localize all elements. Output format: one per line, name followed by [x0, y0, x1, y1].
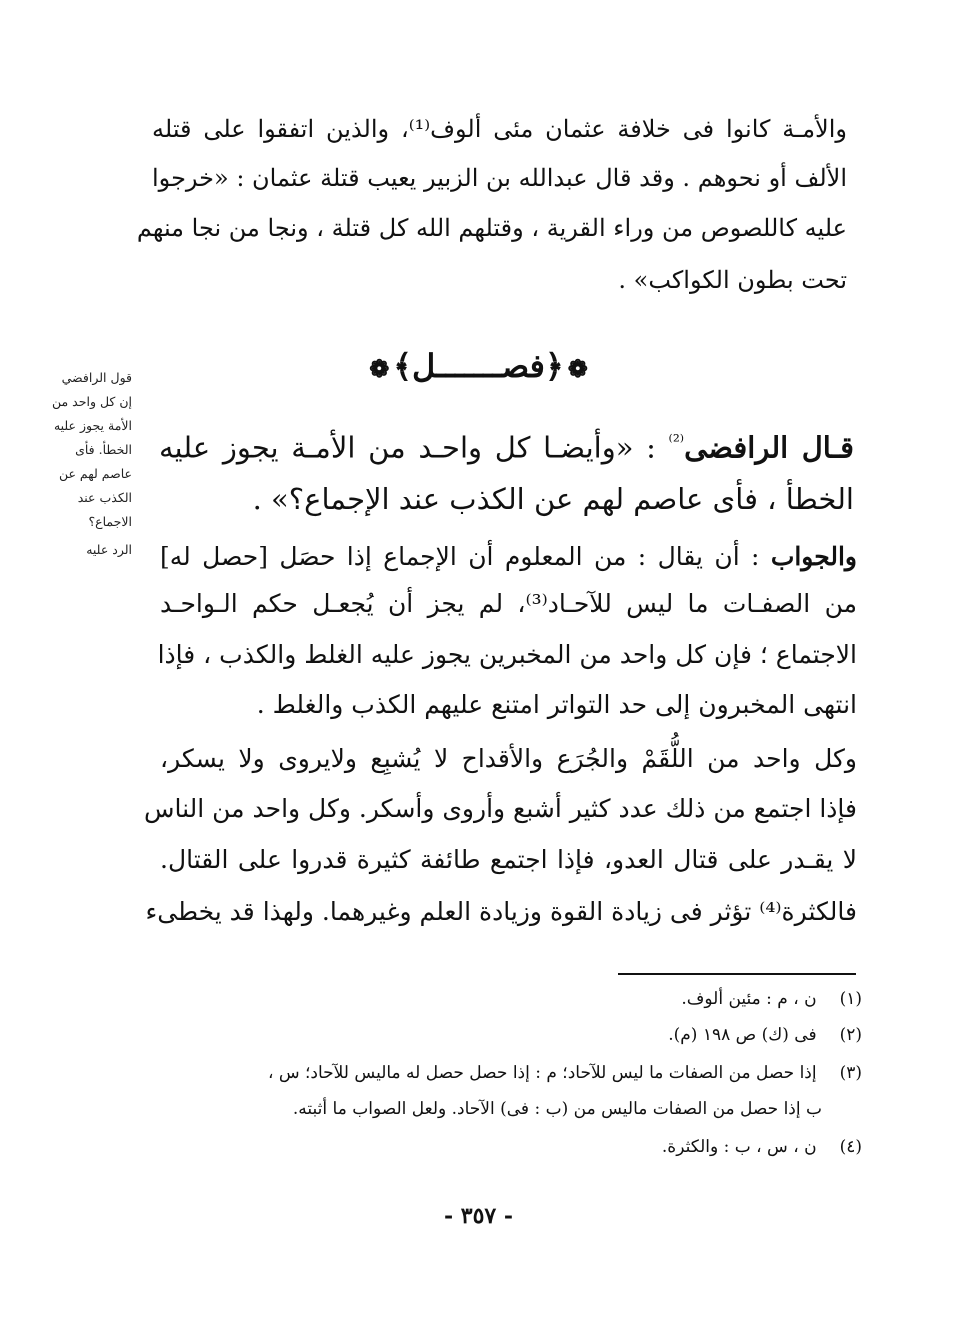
heading-text: فصـــــــل	[412, 347, 545, 385]
claim-footnote-ref: ⁽²⁾	[668, 432, 685, 452]
paragraph2-line-1: وكل واحد من اللُّقَمْ والجُرَع والأقداح لا يُشبِع ولايروى ولا يسكر،	[160, 744, 857, 773]
page-number: - ٣٥٧ -	[443, 1203, 514, 1229]
answer-line-4: انتهى المخبرون إلى حد التواتر امتنع عليهم الكذب والغلط .	[256, 690, 857, 719]
answer-text: : أن يقال : من المعلوم أن الإجماع إذا حصَل [حصل له]	[160, 542, 760, 571]
footnote-text: فى (ك) ص ١٩٨ (م).	[668, 1025, 817, 1045]
margin-note-line: الاجماع؟	[88, 514, 132, 529]
ornament-left-icon: ❁	[369, 353, 390, 383]
intro-line-4: تحت بطون الكواكب» .	[618, 266, 847, 294]
margin-note-line: قول الرافضي	[61, 370, 132, 385]
footnote-text: إذا حصل من الصفات ما ليس للآحاد؛ م : إذا حصل حصل له ماليس للآحاد؛ س ،	[267, 1063, 817, 1083]
claim-speaker: قـال الرافضى	[684, 430, 854, 465]
footnote-text: ن ، س ، ب : والكثرة.	[661, 1137, 817, 1157]
heading-close-bracket: ﴾	[393, 347, 413, 385]
claim-line-1	[159, 424, 854, 466]
margin-note-line: إن كل واحد من	[52, 394, 132, 409]
footnote-1	[142, 986, 862, 1012]
footnote-number: (٢)	[839, 1025, 862, 1045]
ornament-right-icon: ❁	[567, 353, 588, 383]
heading-open-bracket: ﴿	[544, 347, 564, 385]
footnote-number: (٤)	[839, 1137, 862, 1157]
margin-note-line: الكذب عند	[77, 490, 132, 505]
answer-label: والجواب	[770, 542, 857, 571]
paragraph2-line-2: فإذا اجتمع من ذلك عدد كثير أشبع وأروى وأسكر. وكل واحد من الناس	[143, 794, 857, 823]
answer-line-3: الاجتماع ؛ فإن كل واحد من المخبرين يجوز عليه الغلط والكذب ، فإذا	[157, 640, 857, 669]
margin-note-line: الخطأ. فأى	[75, 442, 132, 457]
footnote-3	[142, 1060, 862, 1086]
footnote-number: (١)	[839, 989, 862, 1009]
claim-text: : «وأيضـا كل واحـد من الأمـة يجوز عليه	[159, 430, 656, 465]
intro-line-1: والأمـة كانوا فى خلافة عثمان مئى ألوف⁽¹⁾، والذين اتفقوا على قتله	[152, 115, 848, 143]
paragraph2-line-4: فالكثرة⁽⁴⁾ تؤثر فى زيادة القوة وزيادة العلم وغيرهما. ولهذا قد يخطىء	[145, 897, 857, 926]
footnote-2	[142, 1022, 862, 1048]
footnote-text: ن ، م : مئين ألوف.	[681, 989, 817, 1009]
margin-note	[22, 366, 132, 562]
footnote-number: (٣)	[839, 1063, 862, 1083]
margin-note-line: عاصم لهم عن	[58, 466, 132, 481]
footnote-4	[142, 1134, 862, 1160]
margin-note-line: الرد عليه	[86, 542, 132, 557]
margin-note-line: الأمة يجوز عليه	[53, 418, 132, 433]
footnote-divider	[618, 973, 856, 975]
answer-line-1	[160, 541, 857, 573]
claim-line-2: الخطأ ، فأى عاصم لهم عن الكذب عند الإجماع؟» .	[252, 482, 854, 516]
paragraph2-line-3: لا يقـدر على قتال العدو، فإذا اجتمع طائفة كثيرة قدروا على القتال.	[160, 845, 857, 874]
intro-line-2: الألف أو نحوهم . وقد قال عبدالله بن الزبير يعيب قتلة عثمان : «خرجوا	[152, 164, 847, 192]
intro-line-3: عليه كاللصوص من وراء القرية ، وقتلهم الله كل قتلة ، ونجا من نجا منهم	[136, 214, 847, 242]
section-heading	[0, 344, 957, 391]
footnote-3-continued: ب إذا حصل من الصفات ماليس من (ب : فى) الآحاد. ولعل الصواب ما أثبته.	[292, 1099, 822, 1119]
answer-line-2: من الصفـات ما ليس للآحـاد⁽³⁾، لم يجز أن يُجعـل حكم الـواحـد	[160, 589, 857, 618]
